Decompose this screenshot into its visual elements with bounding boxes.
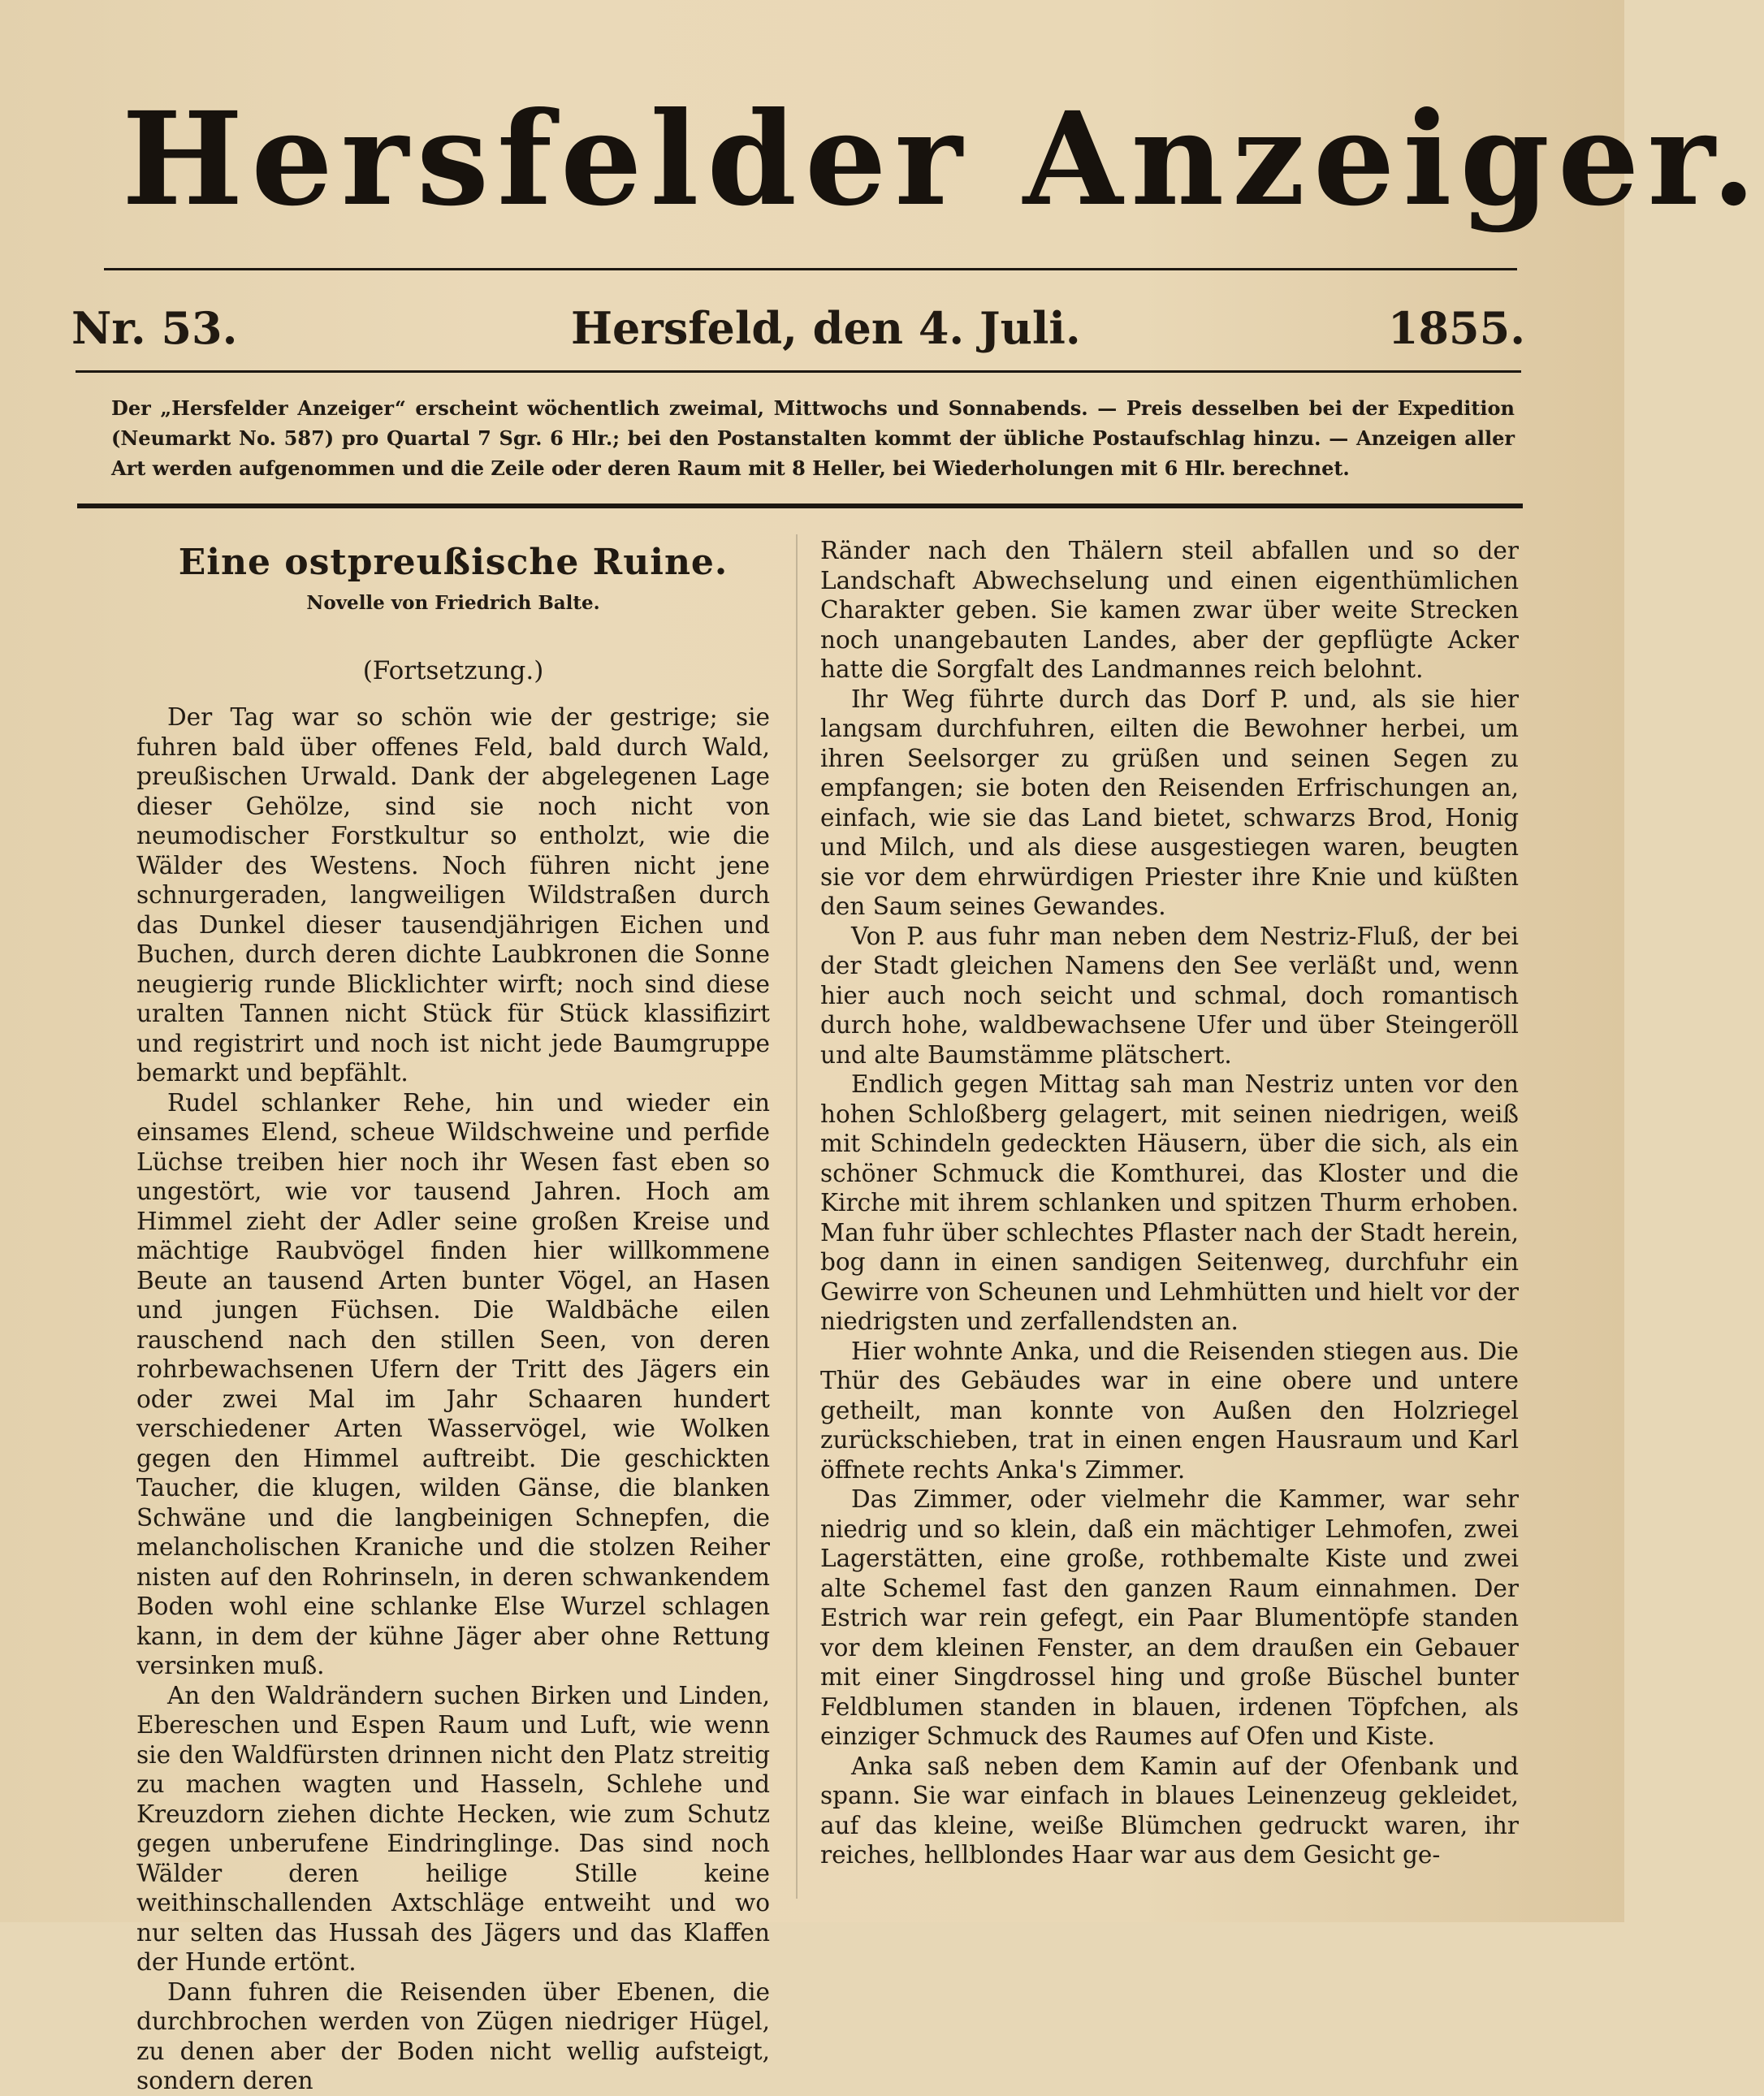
paragraph: Rudel schlanker Rehe, hin und wieder ein einsames Elend, scheue Wildschweine und perfide Lüchse treiben hier noch ihr Wesen fast eben so ungestört, wie vor tausend Jahren. Hoch am Himmel zieht der Adler seine großen Kreise und mächtige Raubvögel finden hier willkommene Beute an tausend Arten bunter Vögel, an Hasen und jungen Füchsen. Die Waldbäche eilen rauschend nach den stillen Seen, von deren rohrbewachsenen Ufern der Tritt des Jägers ein oder zwei Mal im Jahr Schaaren hundert verschiedener Arten Wasservögel, wie Wolken gegen den Himmel auftreibt. Die geschickten Taucher, die klugen, wilden Gänse, die blanken Schwäne und die langbeinigen Schnepfen, die melancholischen Kraniche und die stolzen Reiher nisten auf den Rohrinseln, in deren schwankendem Boden wohl eine schlanke Else Wurzel schlagen kann, in dem der kühne Jäger aber ohne Rettung versinken muß.	[136, 1088, 770, 1679]
continuation-note: (Fortsetzung.)	[362, 656, 544, 685]
notice-rule	[77, 503, 1523, 508]
paragraph: Hier wohnte Anka, und die Reisenden stiegen aus. Die Thür des Gebäudes war in eine obere und untere getheilt, man konnte von Außen den Holzriegel zurückschieben, trat in einen engen Hausraum und Karl öffnete rechts Anka's Zimmer.	[820, 1337, 1519, 1484]
issue-rule	[76, 370, 1521, 373]
subscription-notice: Der „Hersfelder Anzeiger“ erscheint wöchentlich zweimal, Mittwochs und Sonnabends. — Preis desselben bei der Expedition (Neumarkt No. 587) pro Quartal 7 Sgr. 6 Hlr.; bei den Postanstalten kommt der übliche Postaufschlag hinzu. — Anzeigen aller Art werden aufgenommen und die Zeile oder deren Raum mit 8 Heller, bei Wiederholungen mit 6 Hlr. berechnet.	[111, 396, 1515, 480]
paragraph: An den Waldrändern suchen Birken und Linden, Ebereschen und Espen Raum und Luft, wie wenn sie den Waldfürsten drinnen nicht den Platz streitig zu machen wagten und Hasseln, Schlehe und Kreuzdorn ziehen dichte Hecken, wie zum Schutz gegen unberufene Eindringlinge. Das sind noch Wälder deren heilige Stille keine weithinschallenden Axtschläge entweiht und wo nur selten das Hussah des Jägers und das Klaffen der Hunde ertönt.	[136, 1681, 770, 1976]
paragraph: Das Zimmer, oder vielmehr die Kammer, war sehr niedrig und so klein, daß ein mächtiger Lehmofen, zwei Lagerstätten, eine große, rothbemalte Kiste und zwei alte Schemel fast den ganzen Raum einnahmen. Der Estrich war rein gefegt, ein Paar Blumentöpfe standen vor dem kleinen Fenster, an dem draußen ein Gebauer mit einer Singdrossel hing und große Büschel bunter Feldblumen standen in blauen, irdenen Töpfchen, als einziger Schmuck des Raumes auf Ofen und Kiste.	[820, 1485, 1519, 1750]
paragraph: Der Tag war so schön wie der gestrige; sie fuhren bald über offenes Feld, bald durch Wald, preußischen Urwald. Dank der abgelegenen Lage dieser Gehölze, sind sie noch nicht von neumodischer Forstkultur so entholzt, wie die Wälder des Westens. Noch führen nicht jene schnurgeraden, langweiligen Wildstraßen durch das Dunkel dieser tausendjährigen Eichen und Buchen, durch deren dichte Laubkronen die Sonne neugierig runde Blicklichter wirft; noch sind diese uralten Tannen nicht Stück für Stück klassifizirt und registrirt und noch ist nicht jede Baumgruppe bemarkt und bepfählt.	[136, 703, 770, 1087]
masthead-rule	[104, 268, 1517, 270]
masthead-title: Hersfelder Anzeiger.	[122, 84, 1764, 235]
paragraph: Anka saß neben dem Kamin auf der Ofenbank und spann. Sie war einfach in blaues Leinenzeug gekleidet, auf das kleine, weiße Blümchen gedruckt waren, ihr reiches, hellblondes Haar war aus dem Gesicht ge-	[820, 1752, 1519, 1869]
issue-number: Nr. 53.	[71, 302, 238, 354]
article-subtitle: Novelle von Friedrich Balte.	[306, 592, 600, 614]
article-column-1	[136, 540, 770, 2096]
paragraph: Ränder nach den Thälern steil abfallen und so der Landschaft Abwechselung und einen eigenthümlichen Charakter geben. Sie kamen zwar über weite Strecken noch unangebauten Landes, aber der gepflügte Acker hatte die Sorgfalt des Landmannes reich belohnt.	[820, 537, 1519, 683]
column-divider	[796, 534, 798, 1899]
paragraph: Endlich gegen Mittag sah man Nestriz unten vor den hohen Schloßberg gelagert, mit seinen niedrigen, weiß mit Schindeln gedeckten Häusern, über die sich, als ein schöner Schmuck die Komthurei, das Kloster und die Kirche mit ihrem schlanken und spitzen Thurm erhoben. Man fuhr über schlechtes Pflaster nach der Stadt herein, bog dann in einen sandigen Seitenweg, durchfuhr ein Gewirre von Scheunen und Lehmhütten und hielt vor der niedrigsten und zerfallendsten an.	[820, 1070, 1519, 1335]
article-title: Eine ostpreußische Ruine.	[178, 542, 729, 583]
issue-line	[71, 302, 1525, 354]
issue-place-date: Hersfeld, den 4. Juli.	[571, 302, 1081, 354]
paragraph: Dann fuhren die Reisenden über Ebenen, die durchbrochen werden von Zügen niedriger Hügel, zu denen aber der Boden nicht wellig aufsteigt, sondern deren	[136, 1977, 770, 2094]
article-column-2	[820, 536, 1519, 1870]
paragraph: Von P. aus fuhr man neben dem Nestriz-Fluß, der bei der Stadt gleichen Namens den See verläßt und, wenn hier auch noch seicht und schmal, doch romantisch durch hohe, waldbewachsene Ufer und über Steingeröll und alte Baumstämme plätschert.	[820, 922, 1519, 1069]
paragraph: Ihr Weg führte durch das Dorf P. und, als sie hier langsam durchfuhren, eilten die Bewohner herbei, um ihren Seelsorger zu grüßen und seinen Segen zu empfangen; sie boten den Reisenden Erfrischungen an, einfach, wie sie das Land bietet, schwarzs Brod, Honig und Milch, und als diese ausgestiegen waren, beugten sie vor dem ehrwürdigen Priester ihre Knie und küßten den Saum seines Gewandes.	[820, 685, 1519, 920]
issue-year: 1855.	[1387, 302, 1525, 354]
